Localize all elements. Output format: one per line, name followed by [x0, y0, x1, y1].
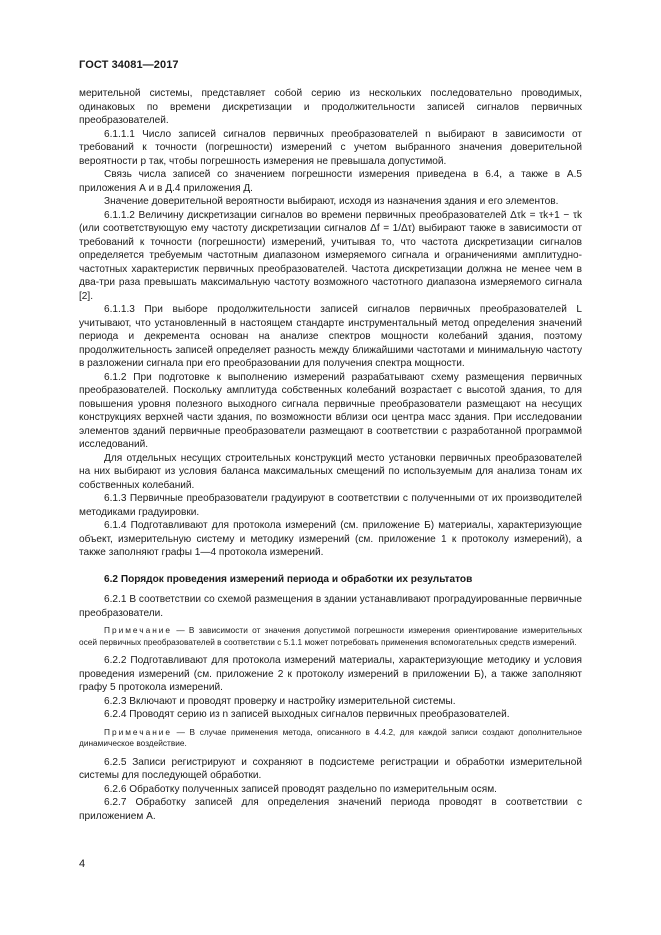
paragraph: 6.2.3 Включают и проводят проверку и настройку измерительной системы. [104, 695, 456, 707]
paragraph: 6.1.2 При подготовке к выполнению измерений разрабатывают схему размещения первичных преобразователей. Поскольку амплитуда собственных колебаний возрастает с высотой здания, то для повышения уровня полезного выходного сигнала первичные преобразователи размещают на несущих конструкциях верхней части здания, по возможности вблизи оси центра масс здания. При исследовании элементов зданий первичные преобразователи размещают в соответствии с разработанной программой исследований. [79, 371, 582, 450]
paragraph: 6.2.6 Обработку полученных записей проводят раздельно по измерительным осям. [104, 783, 497, 795]
paragraph: Значение доверительной вероятности выбирают, исходя из назначения здания и его элементов. [104, 196, 559, 207]
note-label: Примечание [104, 726, 173, 737]
paragraph: 6.1.3 Первичные преобразователи градуируют в соответствии с полученными от их производителей методиками градуировки. [79, 493, 582, 518]
paragraph: 6.2.1 В соответствии со схемой размещения в здании устанавливают проградуированные первичные преобразователи. [79, 594, 582, 619]
paragraph: мерительной системы, представляет собой серию из нескольких последовательно проводимых, одинаковых по времени дискретизации и продолжительности записей сигналов первичных преобразователей. [79, 88, 582, 126]
paragraph: 6.1.1.2 Величину дискретизации сигналов во времени первичных преобразователей Δτk = τk+1 − τk (или соответствующую ему частоту дискретизации сигналов Δf = 1/Δτ) выбирают также в зависимости от требований к точности (погрешности) измерений, учитывая то, что частота дискретизации сигналов определяется требуемым частотным диапазоном измеряемого сигнала и ограничениями амплитудно-частотных характеристик первичных преобразователей. Частота дискретизации должна не менее чем в два-три раза превышать максимальную частоту возможного частотного диапазона измеряемого сигнала [2]. [79, 209, 582, 302]
paragraph: 6.2.5 Записи регистрируют и сохраняют в подсистеме регистрации и обработки измерительной системы для последующей обработки. [79, 756, 582, 782]
paragraph: Для отдельных несущих строительных конструкций место установки первичных преобразователей на них выбирают из условия баланса максимальных смещений по используемым для анализа тонам их собственных колебаний. [79, 452, 582, 491]
page-body [79, 87, 582, 823]
paragraph: 6.1.4 Подготавливают для протокола измерений (см. приложение Б) материалы, характеризующие объект, измерительную систему и методику измерений (см. приложение 1 к протоколу измерений), а также заполняют графы 1—4 протокола измерений. [79, 520, 582, 558]
paragraph: 6.1.1.1 Число записей сигналов первичных преобразователей n выбирают в зависимости от требований к точности (погрешности) измерений с учетом выбранного значения доверительной вероятности p так, чтобы погрешность измерения не превышала допустимой. [79, 128, 582, 167]
note-text: — В случае применения метода, описанного в 4.4.2, для каждой записи создают дополнительное динамическое воздействие. [79, 726, 582, 749]
section-heading: 6.2 Порядок проведения измерений периода и обработки их результатов [104, 573, 473, 585]
note [79, 625, 582, 648]
note [79, 727, 582, 750]
paragraph: 6.1.1.3 При выборе продолжительности записей сигналов первичных преобразователей L учитывают, что установленный в настоящем стандарте инструментальный метод определения значений периода и декремента основан на анализе спектров мощности колебаний здания, поэтому продолжительность записей определяет разность между ближайшими частотами и минимальную частоту в разложении сигнала при его преобразовании для получения спектра мощности. [79, 304, 582, 369]
note-label: Примечание [104, 625, 173, 635]
paragraph: 6.2.4 Проводят серию из n записей выходных сигналов первичных преобразователей. [104, 709, 510, 721]
paragraph: 6.2.2 Подготавливают для протокола измерений материалы, характеризующие методику и условия проведения измерений (см. приложение 2 к протоколу измерений в приложении Б), а также заполняют графу 5 протокола измерений. [79, 655, 582, 694]
paragraph: 6.2.7 Обработку записей для определения значений периода проводят в соответствии с приложением А. [79, 797, 582, 822]
page-number: 4 [79, 858, 86, 870]
paragraph: Связь числа записей со значением погрешности измерения приведена в 6.4, а также в А.5 приложения А и в Д.4 приложения Д. [79, 169, 582, 194]
document-header: ГОСТ 34081—2017 [79, 59, 179, 71]
note-text: — В зависимости от значения допустимой погрешности измерения ориентирование измерительных осей первичных преобразователей в соответствии с 5.1.1 может потребовать применения вспомогательных средств измерений. [79, 625, 582, 647]
